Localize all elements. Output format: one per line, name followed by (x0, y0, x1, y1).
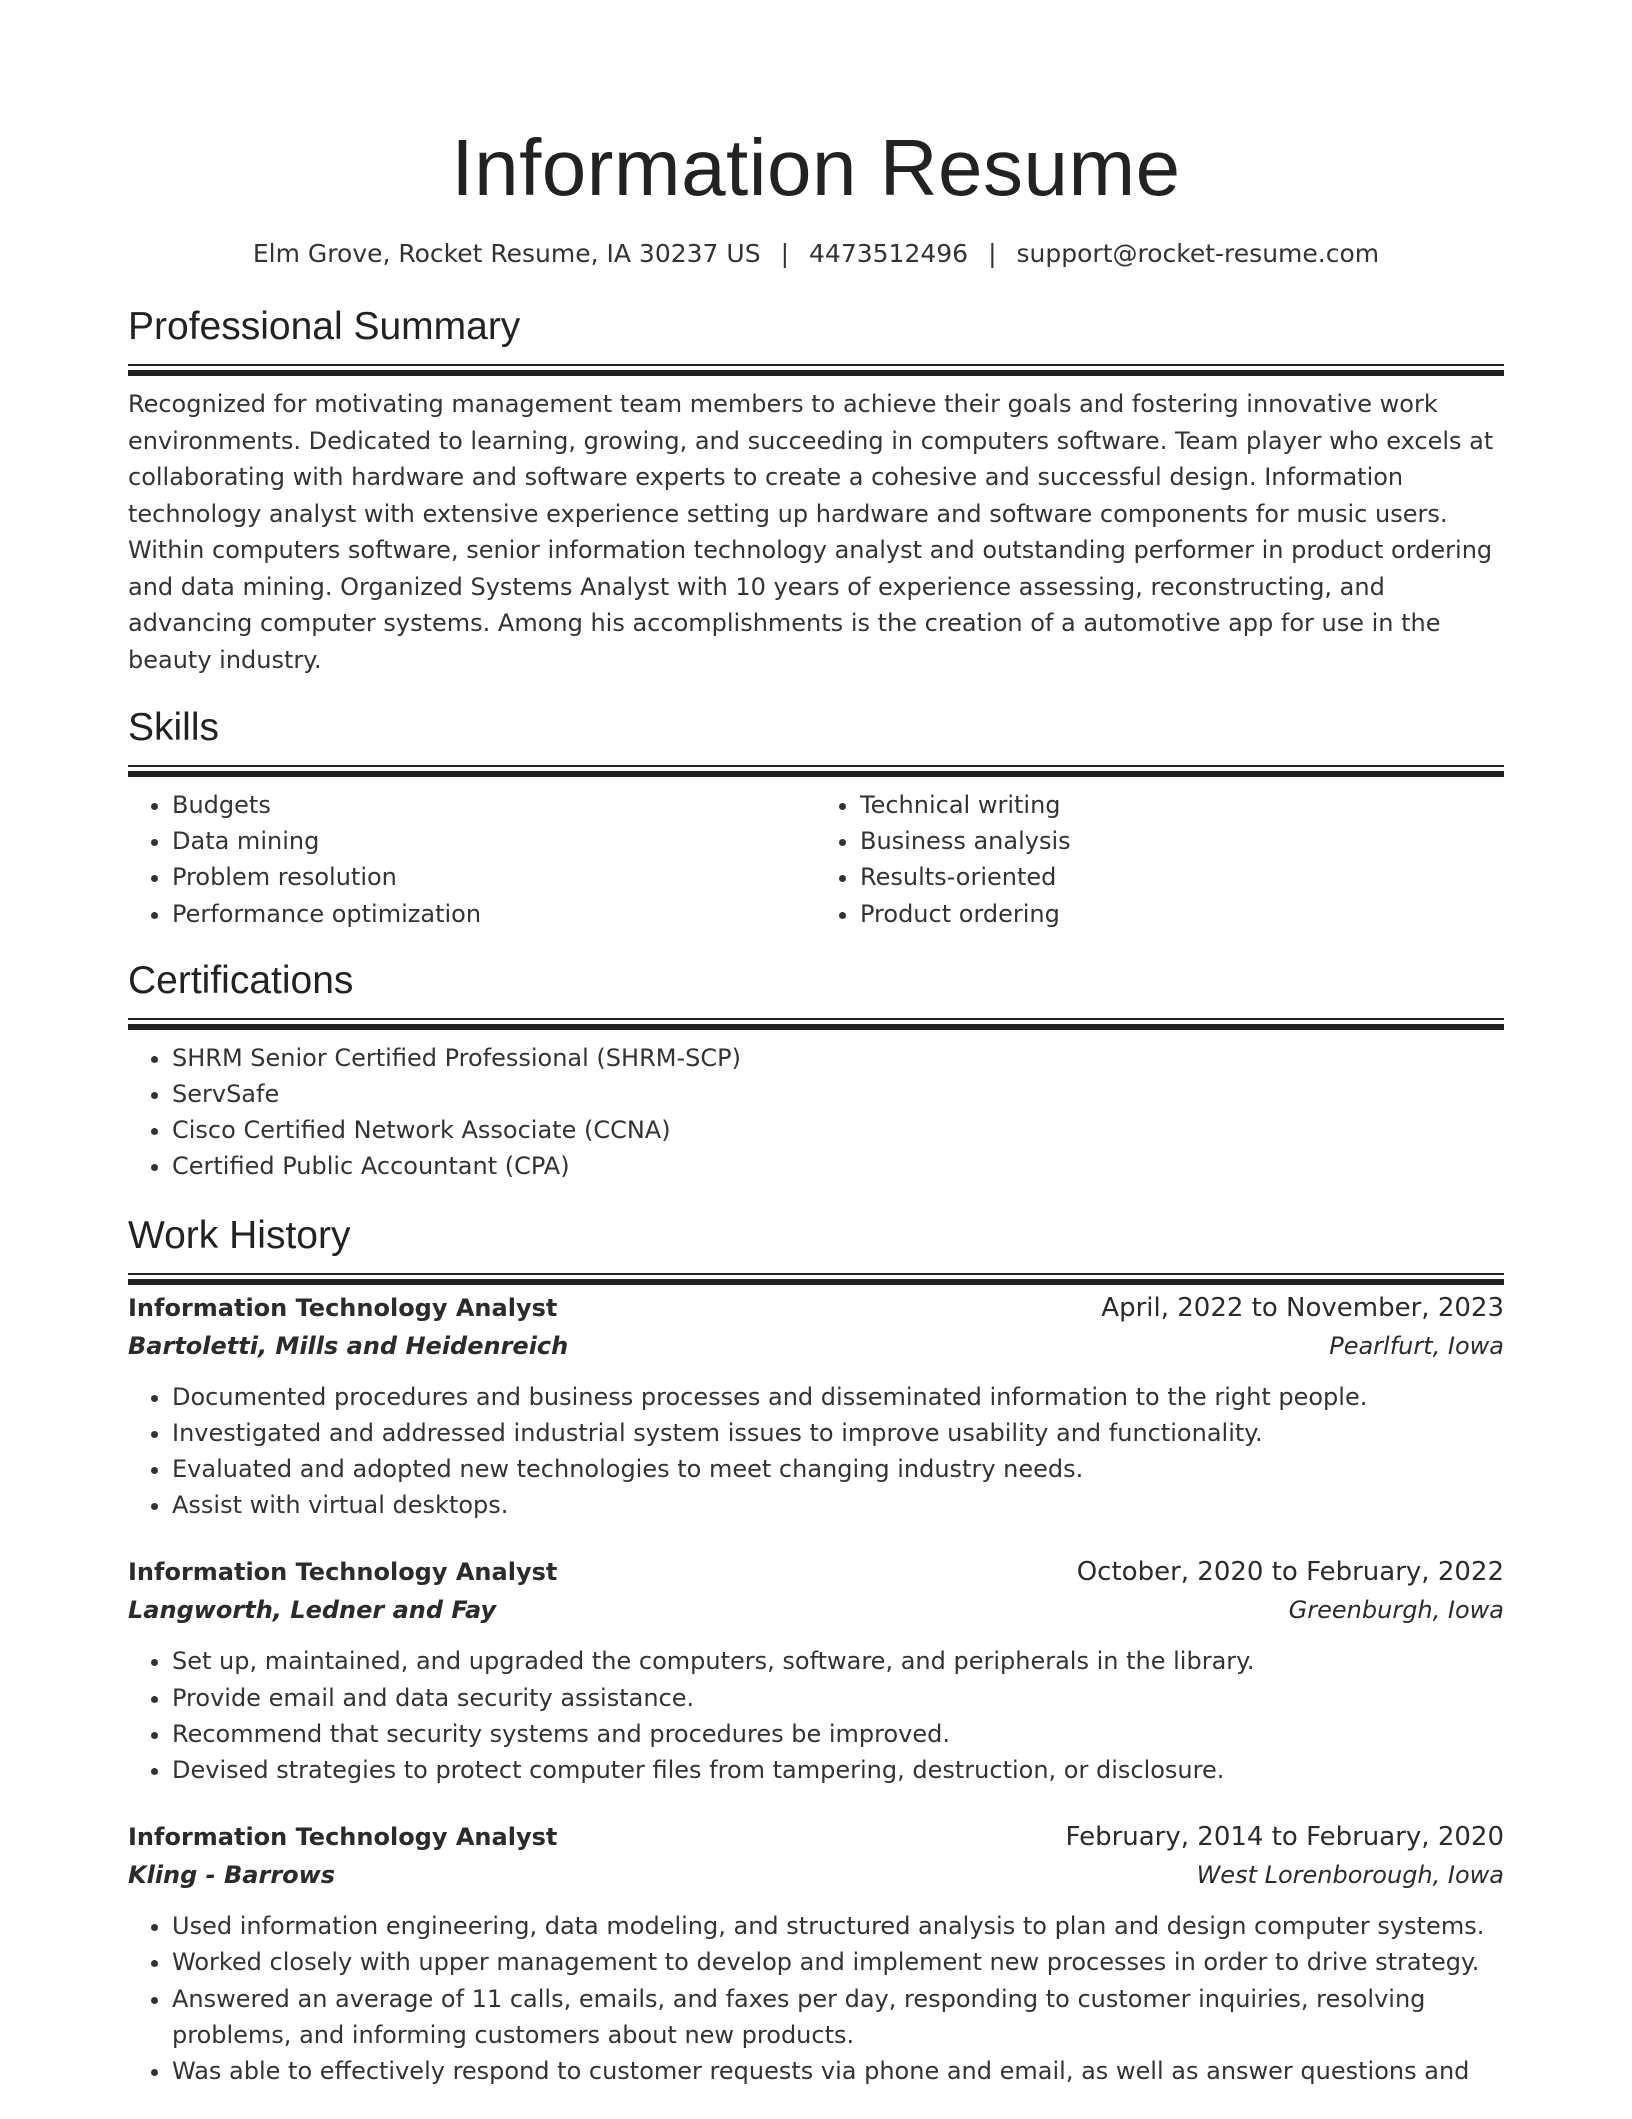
job-entry (128, 1818, 1504, 2089)
section-divider (128, 765, 1504, 767)
job-header (128, 1818, 1504, 1856)
job-bullet: • Recommend that security systems and procedures be improved. (172, 1716, 1504, 1752)
job-location: Greenburgh, Iowa (1288, 1596, 1504, 1625)
skill-item: • Budgets (172, 787, 816, 823)
skills-column-right (816, 787, 1504, 932)
job-bullet: • Used information engineering, data modeling, and structured analysis to plan and design computer systems. (172, 1908, 1504, 1944)
job-bullet: • Answered an average of 11 calls, emails, and faxes per day, responding to customer inquiries, resolving problems, and informing customers about new products. (172, 1981, 1504, 2053)
job-title: Information Technology Analyst (128, 1558, 558, 1587)
job-dates: October, 2020 to February, 2022 (1076, 1557, 1504, 1588)
job-bullets (128, 1379, 1504, 1524)
certification-item: • Certified Public Accountant (CPA) (172, 1148, 1504, 1184)
summary-text: Recognized for motivating management team members to achieve their goals and fostering innovative work environments. Dedicated to learning, growing, and succeeding in computers software. Team player who excels at collaborating with hardware and software experts to create a cohesive and successful design. Information technology analyst with extensive experience setting up hardware and software components for music users. Within computers software, senior information technology analyst and outstanding performer in product ordering and data mining. Organized Systems Analyst with 10 years of experience assessing, reconstructing, and advancing computer systems. Among his accomplishments is the creation of a automotive app for use in the beauty industry. (128, 390, 1494, 674)
job-location: West Lorenborough, Iowa (1196, 1861, 1504, 1890)
certifications-section (128, 956, 1504, 1185)
resume-page (128, 0, 1504, 2119)
contact-email: support@rocket-resume.com (1016, 239, 1380, 268)
certifications-list (128, 1040, 1504, 1185)
job-company: Kling - Barrows (128, 1861, 336, 1890)
job-bullet: • Evaluated and adopted new technologies to meet changing industry needs. (172, 1451, 1504, 1487)
job-bullet: • Devised strategies to protect computer files from tampering, destruction, or disclosure. (172, 1752, 1504, 1788)
skill-item: • Data mining (172, 823, 816, 859)
skills-list-right (816, 787, 1504, 932)
job-bullet: • Documented procedures and business processes and disseminated information to the right people. (172, 1379, 1504, 1415)
section-title-work-history: Work History (128, 1213, 351, 1257)
skills-section (128, 703, 1504, 932)
job-title: Information Technology Analyst (128, 1823, 558, 1852)
skill-item: • Product ordering (860, 896, 1504, 932)
skill-item: • Results-oriented (860, 859, 1504, 895)
contact-address: Elm Grove, Rocket Resume, IA 30237 US (252, 239, 761, 268)
skills-grid (128, 787, 1504, 932)
certification-item: • SHRM Senior Certified Professional (SHRM-SCP) (172, 1040, 1504, 1076)
job-location: Pearlfurt, Iowa (1329, 1331, 1504, 1360)
contact-separator: | (780, 239, 790, 268)
section-divider (128, 1273, 1504, 1275)
job-bullet: • Worked closely with upper management to develop and implement new processes in order to drive strategy. (172, 1944, 1504, 1980)
skill-item: • Problem resolution (172, 859, 816, 895)
job-bullet: • Set up, maintained, and upgraded the computers, software, and peripherals in the library. (172, 1643, 1504, 1679)
job-subheader (128, 1856, 1504, 1894)
job-bullet: • Provide email and data security assistance. (172, 1680, 1504, 1716)
section-title-summary: Professional Summary (128, 305, 521, 348)
skill-item: • Business analysis (860, 823, 1504, 859)
job-dates: April, 2022 to November, 2023 (1101, 1292, 1504, 1323)
job-dates: February, 2014 to February, 2020 (1065, 1822, 1504, 1853)
contact-line (128, 236, 1504, 272)
job-header (128, 1553, 1504, 1591)
section-divider (128, 1018, 1504, 1020)
skills-list-left (128, 787, 816, 932)
skills-column-left (128, 787, 816, 932)
skill-item: • Performance optimization (172, 896, 816, 932)
certification-item: • Cisco Certified Network Associate (CCNA) (172, 1112, 1504, 1148)
job-bullet: • Was able to effectively respond to customer requests via phone and email, as well as answer questions and (172, 2053, 1504, 2089)
job-bullet: • Investigated and addressed industrial system issues to improve usability and functionality. (172, 1415, 1504, 1451)
job-title: Information Technology Analyst (128, 1293, 558, 1322)
job-company: Langworth, Ledner and Fay (128, 1596, 497, 1625)
job-bullets (128, 1908, 1504, 2089)
resume-name: Information Resume (451, 123, 1181, 212)
skill-item: • Technical writing (860, 787, 1504, 823)
section-title-skills: Skills (128, 706, 220, 749)
job-subheader (128, 1327, 1504, 1365)
job-header (128, 1289, 1504, 1327)
job-company: Bartoletti, Mills and Heidenreich (128, 1331, 569, 1360)
contact-separator: | (988, 239, 997, 268)
contact-phone: 4473512496 (809, 239, 969, 268)
job-bullets (128, 1643, 1504, 1788)
job-entry (128, 1553, 1504, 1788)
work-history-section (128, 1211, 1504, 2090)
job-entry (128, 1289, 1504, 1524)
summary-section (128, 302, 1504, 678)
job-subheader (128, 1591, 1504, 1629)
certification-item: • ServSafe (172, 1076, 1504, 1112)
job-bullet: • Assist with virtual desktops. (172, 1487, 1504, 1523)
section-divider (128, 364, 1504, 366)
section-title-certifications: Certifications (128, 958, 354, 1002)
